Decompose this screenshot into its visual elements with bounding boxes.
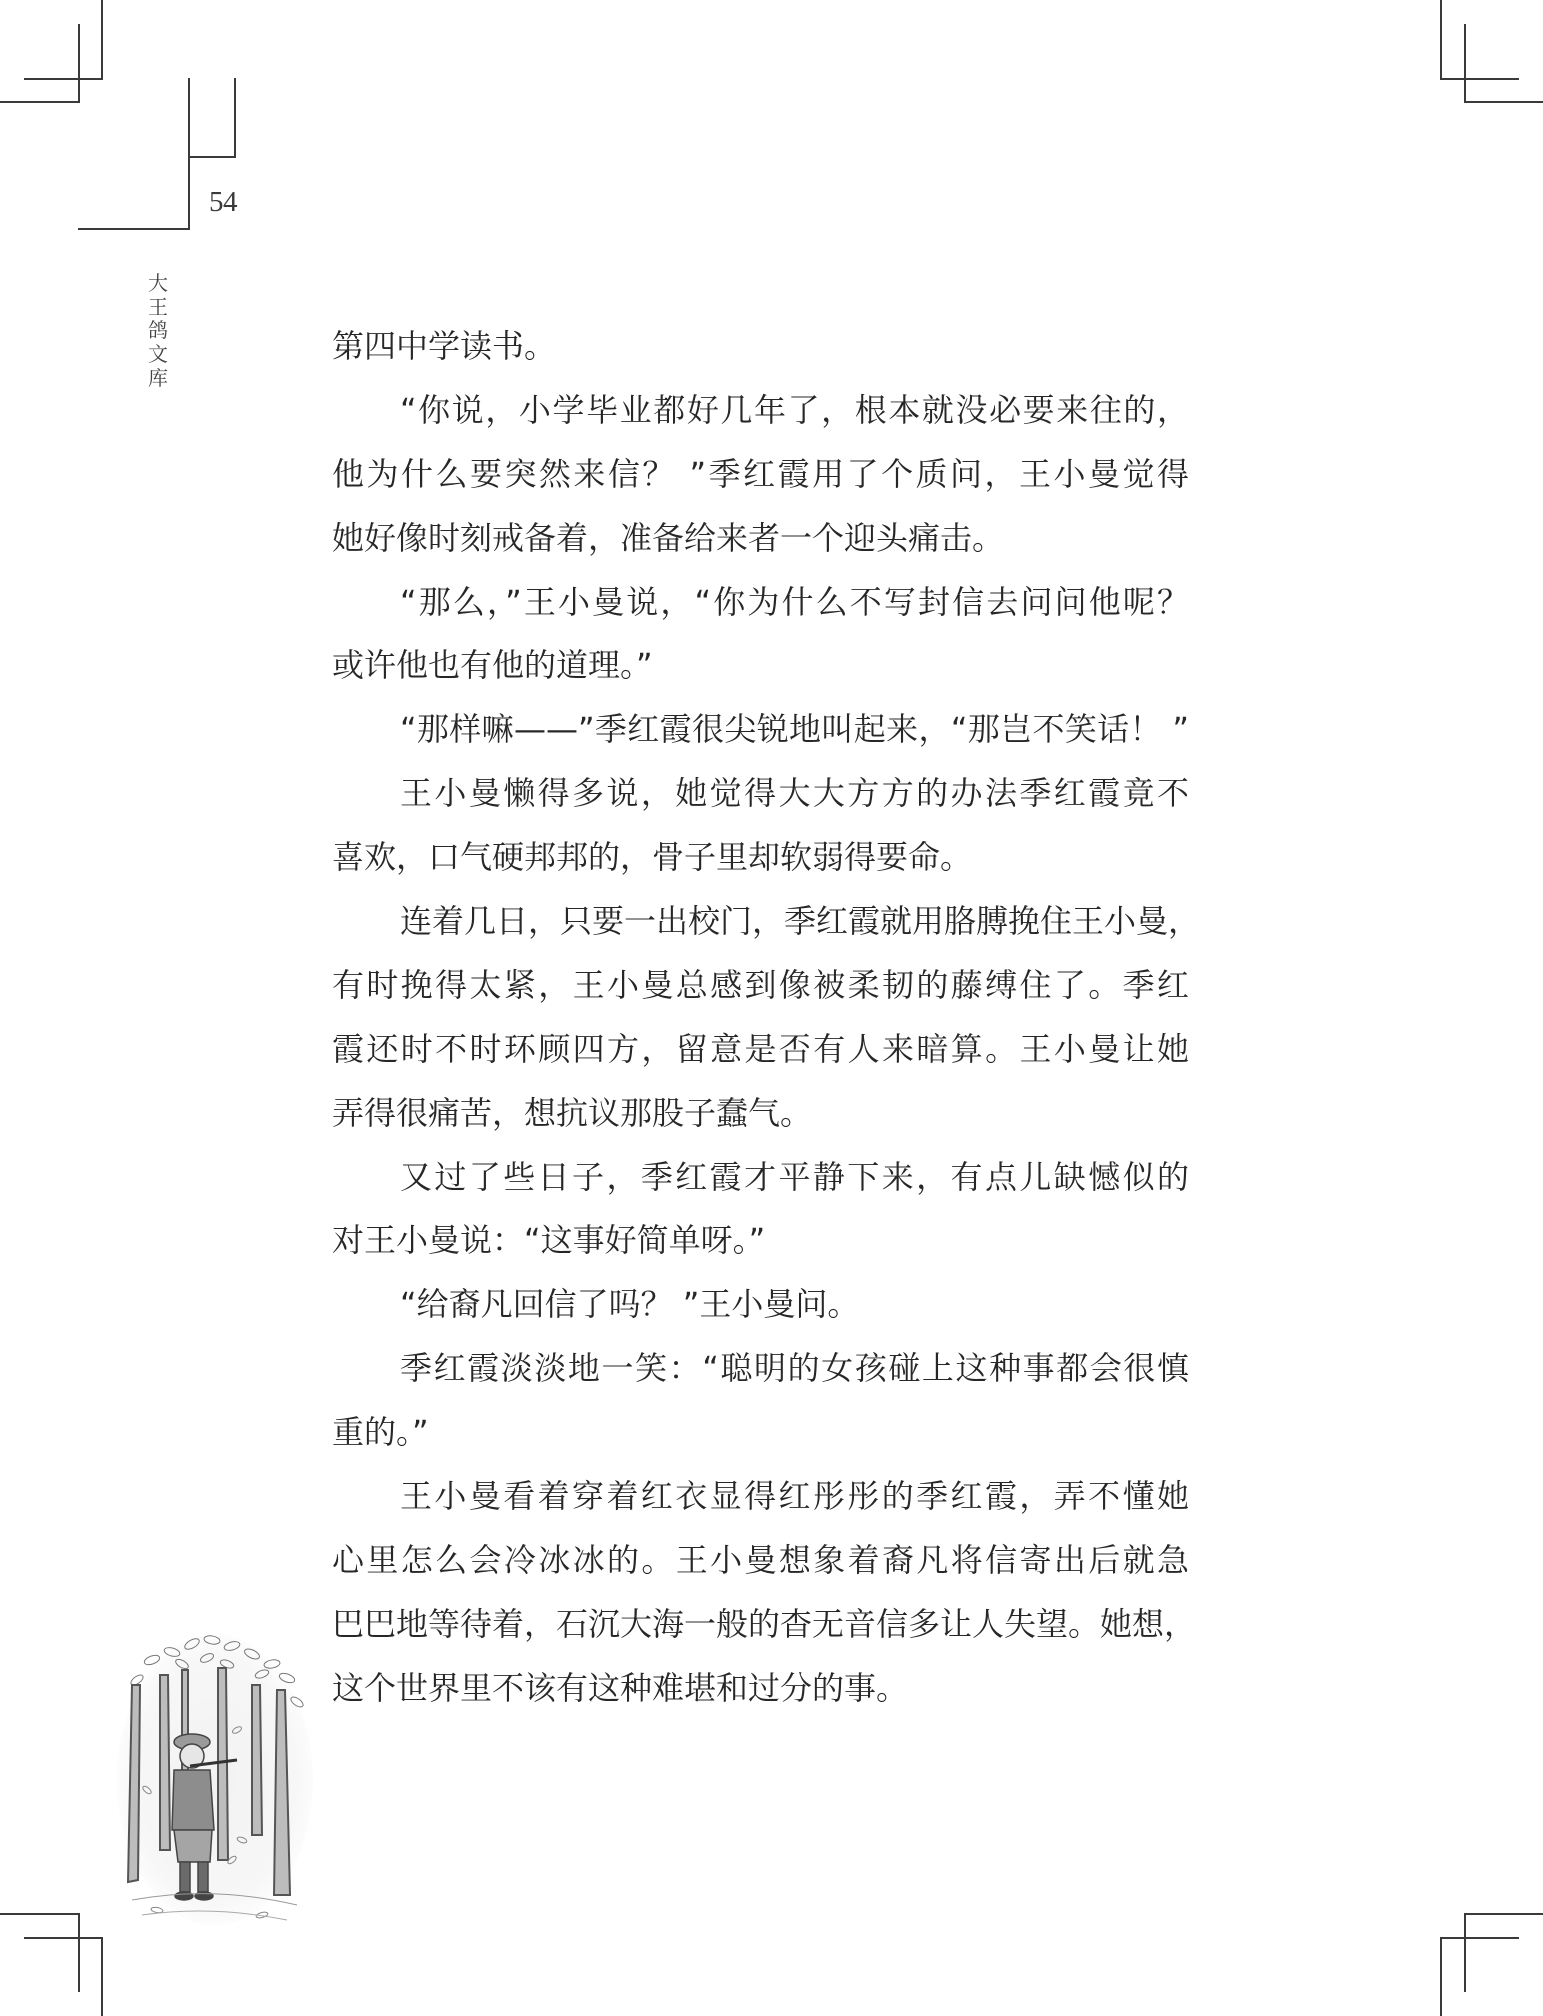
header-ornament-horizontal-short bbox=[188, 156, 236, 158]
body-text bbox=[332, 315, 1201, 1721]
crop-mark-tl-1-vertical bbox=[101, 0, 103, 79]
header-ornament-horizontal-long bbox=[78, 228, 190, 230]
text-line: 对王小曼说：“这事好简单呀。” bbox=[332, 1221, 766, 1260]
text-line: 她好像时刻戒备着，准备给来者一个迎头痛击。 bbox=[332, 518, 1005, 557]
text-line: 弄得很痛苦，想抗议那股子蠢气。 bbox=[332, 1093, 813, 1132]
text-line: “给裔凡回信了吗？ ”王小曼问。 bbox=[400, 1285, 860, 1324]
text-line: 他为什么要突然来信？ ”季红霞用了个质问，王小曼觉得 bbox=[332, 454, 1189, 493]
text-line: 有时挽得太紧，王小曼总感到像被柔韧的藤缚住了。季红 bbox=[332, 965, 1189, 1004]
text-line: 这个世界里不该有这种难堪和过分的事。 bbox=[332, 1668, 909, 1707]
text-line: “那么，”王小曼说，“你为什么不写封信去问问他呢？ bbox=[400, 582, 1189, 621]
text-line: 或许他也有他的道理。” bbox=[332, 646, 653, 685]
crop-mark-br-2-vertical bbox=[1440, 1937, 1442, 2016]
header-ornament-vertical-short bbox=[234, 78, 236, 158]
text-line: 又过了些日子，季红霞才平静下来，有点儿缺憾似的 bbox=[400, 1157, 1189, 1196]
text-line: 第四中学读书。 bbox=[332, 327, 557, 365]
series-title-char: 王 bbox=[148, 294, 168, 319]
crop-mark-bl-2-vertical bbox=[101, 1937, 103, 2016]
page-number: 54 bbox=[209, 186, 237, 218]
crop-mark-tr-1-horizontal bbox=[1440, 78, 1519, 80]
crop-mark-tl-1-horizontal bbox=[24, 78, 103, 80]
text-line: 王小曼看着穿着红衣显得红彤彤的季红霞，弄不懂她 bbox=[400, 1477, 1189, 1516]
series-title bbox=[147, 272, 169, 391]
crop-mark-tr-1-vertical bbox=[1440, 0, 1442, 79]
text-line: 霞还时不时环顾四方，留意是否有人来暗算。王小曼让她 bbox=[332, 1029, 1189, 1068]
crop-mark-bl-1-vertical bbox=[78, 1913, 80, 1992]
series-title-char: 鸽 bbox=[148, 318, 168, 343]
text-line: 季红霞淡淡地一笑：“聪明的女孩碰上这种事都会很慎 bbox=[400, 1349, 1189, 1388]
text-line: 王小曼懒得多说，她觉得大大方方的办法季红霞竟不 bbox=[400, 774, 1189, 813]
series-title-char: 文 bbox=[148, 342, 168, 367]
text-line: “你说，小学毕业都好几年了，根本就没必要来往的， bbox=[400, 390, 1189, 429]
illustration-boy-flute-forest bbox=[112, 1630, 317, 1930]
text-line: 连着几日，只要一出校门，季红霞就用胳膊挽住王小曼， bbox=[400, 902, 1201, 941]
crop-mark-br-1-vertical bbox=[1464, 1913, 1466, 1992]
text-line: 重的。” bbox=[332, 1413, 429, 1452]
text-line: 巴巴地等待着，石沉大海一般的杳无音信多让人失望。她想， bbox=[332, 1604, 1197, 1643]
text-line: 喜欢，口气硬邦邦的，骨子里却软弱得要命。 bbox=[332, 838, 973, 877]
crop-mark-tl-2-vertical bbox=[78, 24, 80, 103]
crop-mark-br-2-horizontal bbox=[1440, 1937, 1519, 1939]
crop-mark-bl-2-horizontal bbox=[24, 1937, 103, 1939]
crop-mark-tl-2-horizontal bbox=[0, 101, 80, 103]
series-title-char: 大 bbox=[148, 271, 168, 295]
crop-mark-tr-2-vertical bbox=[1464, 24, 1466, 103]
header-ornament-vertical-long bbox=[188, 78, 190, 230]
crop-mark-bl-1-horizontal bbox=[0, 1913, 79, 1915]
crop-mark-tr-2-horizontal bbox=[1464, 101, 1543, 103]
text-line: 心里怎么会冷冰冰的。王小曼想象着裔凡将信寄出后就急 bbox=[332, 1540, 1189, 1579]
series-title-char: 库 bbox=[148, 365, 168, 390]
crop-mark-br-1-horizontal bbox=[1464, 1913, 1543, 1915]
text-line: “那样嘛——”季红霞很尖锐地叫起来，“那岂不笑话！ ” bbox=[400, 710, 1189, 749]
